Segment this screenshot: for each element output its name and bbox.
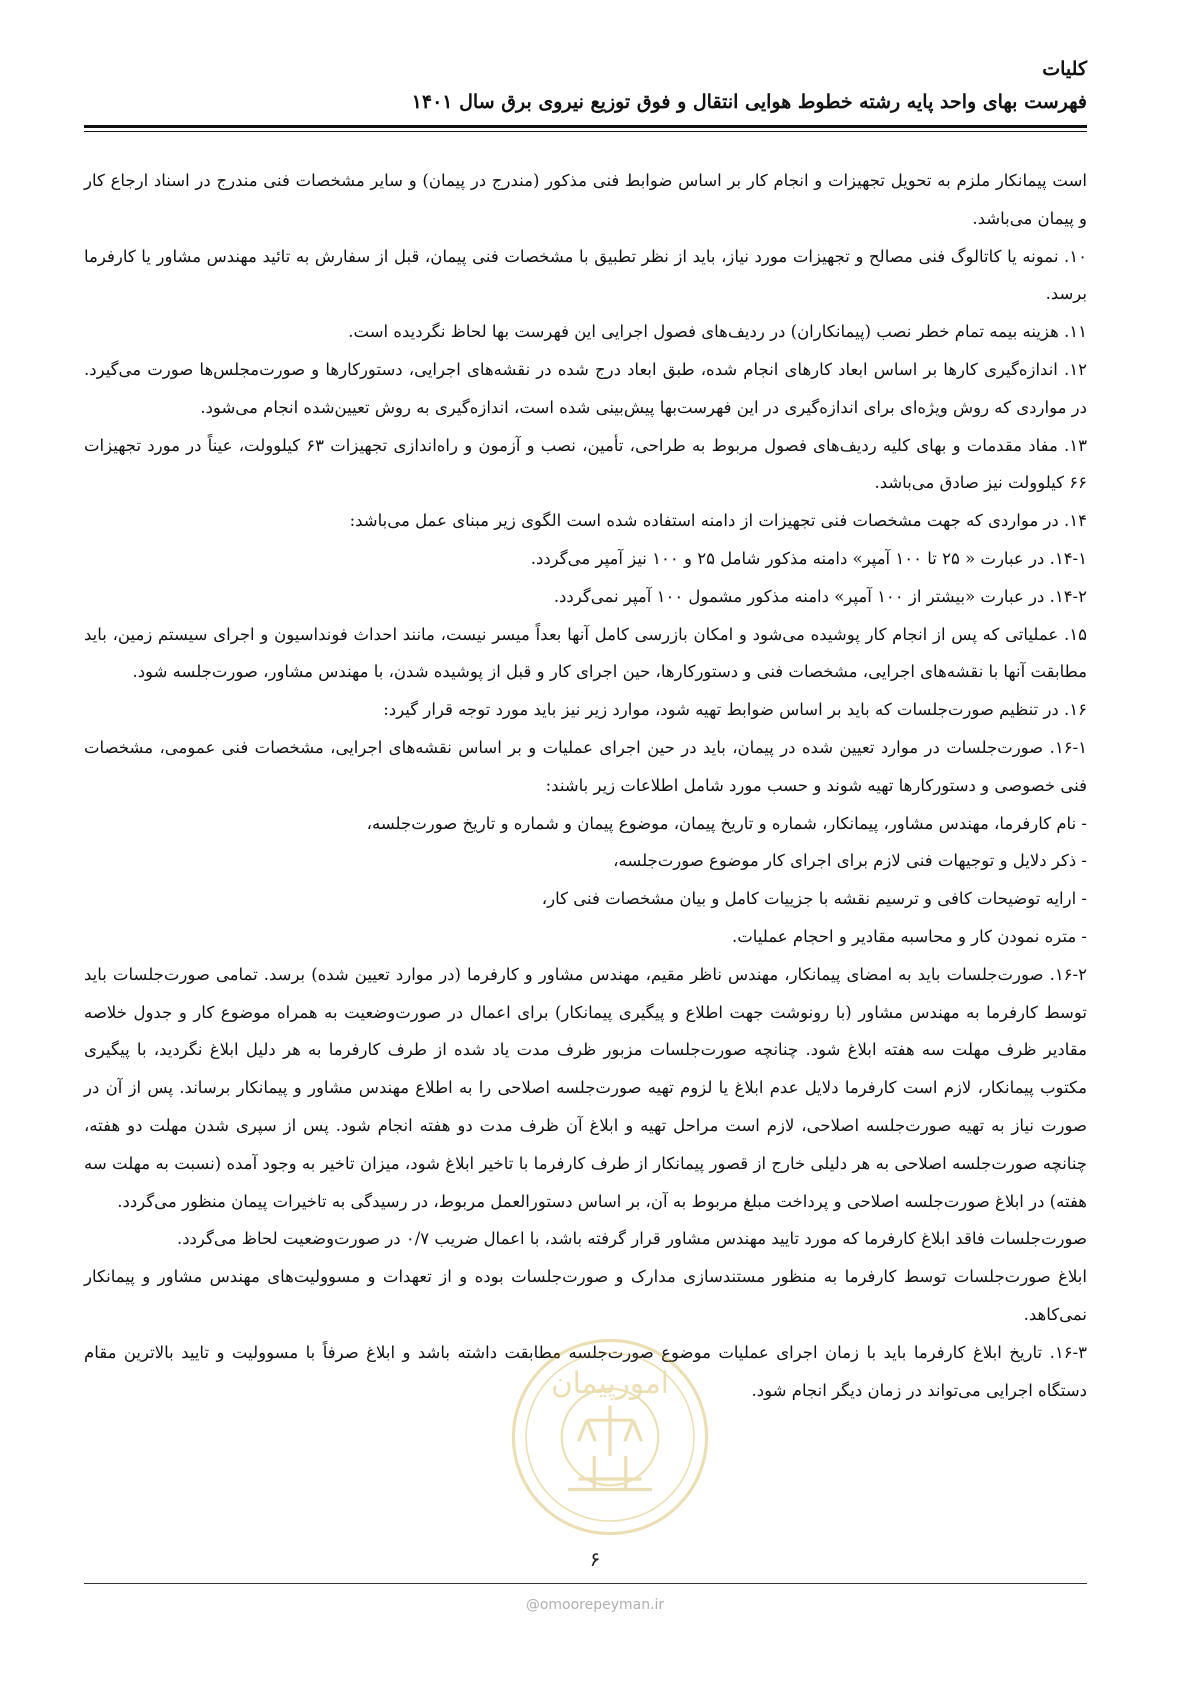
paragraph: ۱۲. اندازه‌گیری کارها بر اساس ابعاد کارهای انجام شده، طبق ابعاد درج شده در نقشه‌های اجرایی، دستورکارها و صورت‌مجلس‌ها صورت می‌گیرد. در مواردی که روش ویژه‌ای برای اندازه‌گیری در این فهرست‌بها پیش‌بینی شده است، اندازه‌گیری به روش تعیین‌شده انجام می‌شود. <box>84 359 1087 417</box>
paragraph: ابلاغ صورت‌جلسات توسط کارفرما به منظور مستندسازی مدارک و صورت‌جلسات بوده و از تعهدات و مسوولیت‌های مهندس مشاور و پیمانکار نمی‌کاهد. <box>84 1267 1087 1324</box>
paragraph: ۱۴. در مواردی که جهت مشخصات فنی تجهیزات از دامنه استفاده شده است الگوی زیر مبنای عمل می‌باشد: <box>349 511 1087 531</box>
paragraph: ۱۶. در تنظیم صورت‌جلسات که باید بر اساس ضوابط تهیه شود، موارد زیر نیز باید مورد توجه قرار گیرد: <box>383 700 1087 720</box>
list-item: - ذکر دلایل و توجیهات فنی لازم برای اجرای کار موضوع صورت‌جلسه، <box>613 851 1087 871</box>
document-title: فهرست بهای واحد پایه رشته خطوط هوایی انتقال و فوق توزیع نیروی برق سال ۱۴۰۱ <box>411 91 1087 113</box>
section-title: کلیات <box>1042 58 1087 80</box>
paragraph: ۱۴-۲. در عبارت «بیشتر از ۱۰۰ آمپر» دامنه مذکور مشمول ۱۰۰ آمپر نمی‌گردد. <box>553 586 1087 606</box>
paragraph: ۱۳. مفاد مقدمات و بهای کلیه ردیف‌های فصول مربوط به طراحی، تأمین، نصب و آزمون و راه‌اندازی تجهیزات ۶۳ کیلوولت، عیناً در مورد تجهیزات ۶۶ کیلوولت نیز صادق می‌باشد. <box>84 435 1087 493</box>
footer-rule <box>84 1583 1087 1584</box>
paragraph: است پیمانکار ملزم به تحویل تجهیزات و انجام کار بر اساس ضوابط فنی مذکور (مندرج در پیمان) و سایر مشخصات فنی مندرج در اسناد ارجاع کار و پیمان می‌باشد. <box>84 171 1087 228</box>
list-item: - ارایه توضیحات کافی و ترسیم نقشه با جزییات کامل و بیان مشخصات فنی کار، <box>541 889 1087 909</box>
paragraph: ۱۱. هزینه بیمه تمام خطر نصب (پیمانکاران) در ردیف‌های فصول اجرایی این فهرست بها لحاظ نگردیده است. <box>348 322 1087 342</box>
paragraph: ۱۴-۱. در عبارت « ۲۵ تا ۱۰۰ آمپر» دامنه مذکور شامل ۲۵ و ۱۰۰ نیز آمپر می‌گردد. <box>530 548 1087 568</box>
paragraph: ۱۰. نمونه یا کاتالوگ فنی مصالح و تجهیزات مورد نیاز، باید از نظر تطبیق با مشخصات فنی پیمان، قبل از سفارش به تائید مهندس مشاور یا کارفرما برسد. <box>84 246 1087 304</box>
watermark-seal-icon <box>505 1332 715 1542</box>
header-rule-thin <box>84 131 1087 132</box>
website-link[interactable]: @omoorepeyman.ir <box>525 1597 665 1613</box>
header-rule-thick <box>84 125 1087 128</box>
paragraph: ۱۶-۱. صورت‌جلسات در موارد تعیین شده در پیمان، باید در حین اجرای عملیات و بر اساس نقشه‌های اجرایی، مشخصات فنی عمومی، مشخصات فنی خصوصی و دستورکارها تهیه شوند و حسب مورد شامل اطلاعات زیر باشند: <box>84 737 1087 795</box>
paragraph: ۱۶-۳. تاریخ ابلاغ کارفرما باید با زمان اجرای عملیات موضوع صورت‌جلسه مطابقت داشته باشد و ابلاغ صرفاً با مسوولیت و تایید بالاترین مقام دستگاه اجرایی می‌تواند در زمان دیگر انجام شود. <box>84 1342 1087 1400</box>
list-item: - متره نمودن کار و محاسبه مقادیر و احجام عملیات. <box>732 926 1087 946</box>
paragraph: ۱۶-۲. صورت‌جلسات باید به امضای پیمانکار، مهندس ناظر مقیم، مهندس مشاور و کارفرما (در موارد تعیین شده) برسد. تمامی صورت‌جلسات باید توسط کارفرما به مهندس مشاور (با رونوشت جهت اطلاع و پیگیری پیمانکار) برای اعمال در صورت‌وضعیت به همراه موضوع کار و جدول خلاصه مقادیر ظرف مهلت سه هفته ابلاغ شود. چنانچه صورت‌جلسات مزبور ظرف مدت یاد شده از طرف کارفرما به هر دلیل ابلاغ نگردید، با پیگیری مکتوب پیمانکار، لازم است کارفرما دلایل عدم ابلاغ یا لزوم تهیه صورت‌جلسه اصلاحی را به اطلاع مهندس مشاور و پیمانکار برساند. پس از آن در صورت نیاز به تهیه صورت‌جلسه اصلاحی، لازم است مراحل تهیه و ابلاغ آن ظرف مدت دو هفته انجام شود. پس از سپری شدن مهلت دو هفته، چنانچه صورت‌جلسه اصلاحی به هر دلیلی خارج از قصور پیمانکار از طرف کارفرما با تاخیر ابلاغ شود، میزان تاخیر به وجود آمده (نسبت به مهلت سه هفته) در ابلاغ صورت‌جلسه اصلاحی و پرداخت مبلغ مربوط به آن، بر اساس دستورالعمل مربوط، در رسیدگی به تاخیرات پیمان منظور می‌گردد. <box>84 964 1087 1211</box>
paragraph: ۱۵. عملیاتی که پس از انجام کار پوشیده می‌شود و امکان بازرسی کامل آنها بعداً میسر نیست، مانند احداث فونداسیون و اجرای سیستم زمین، باید مطابقت آنها با نقشه‌های اجرایی، مشخصات فنی و دستورکارها، حین اجرای کار و قبل از پوشیده شدن، با مهندس مشاور، صورت‌جلسه شود. <box>84 624 1087 682</box>
page-number: ۶ <box>589 1547 601 1571</box>
paragraph: صورت‌جلسات فاقد ابلاغ کارفرما که مورد تایید مهندس مشاور قرار گرفته باشد، با اعمال ضریب ۰/۷ در صورت‌وضعیت لحاظ می‌گردد. <box>176 1229 1087 1249</box>
watermark-text: امورپیمان <box>551 1365 669 1400</box>
list-item: - نام کارفرما، مهندس مشاور، پیمانکار، شماره و تاریخ پیمان، موضوع پیمان و شماره و تاریخ صورت‌جلسه، <box>366 813 1087 833</box>
body-text <box>84 162 1087 1409</box>
